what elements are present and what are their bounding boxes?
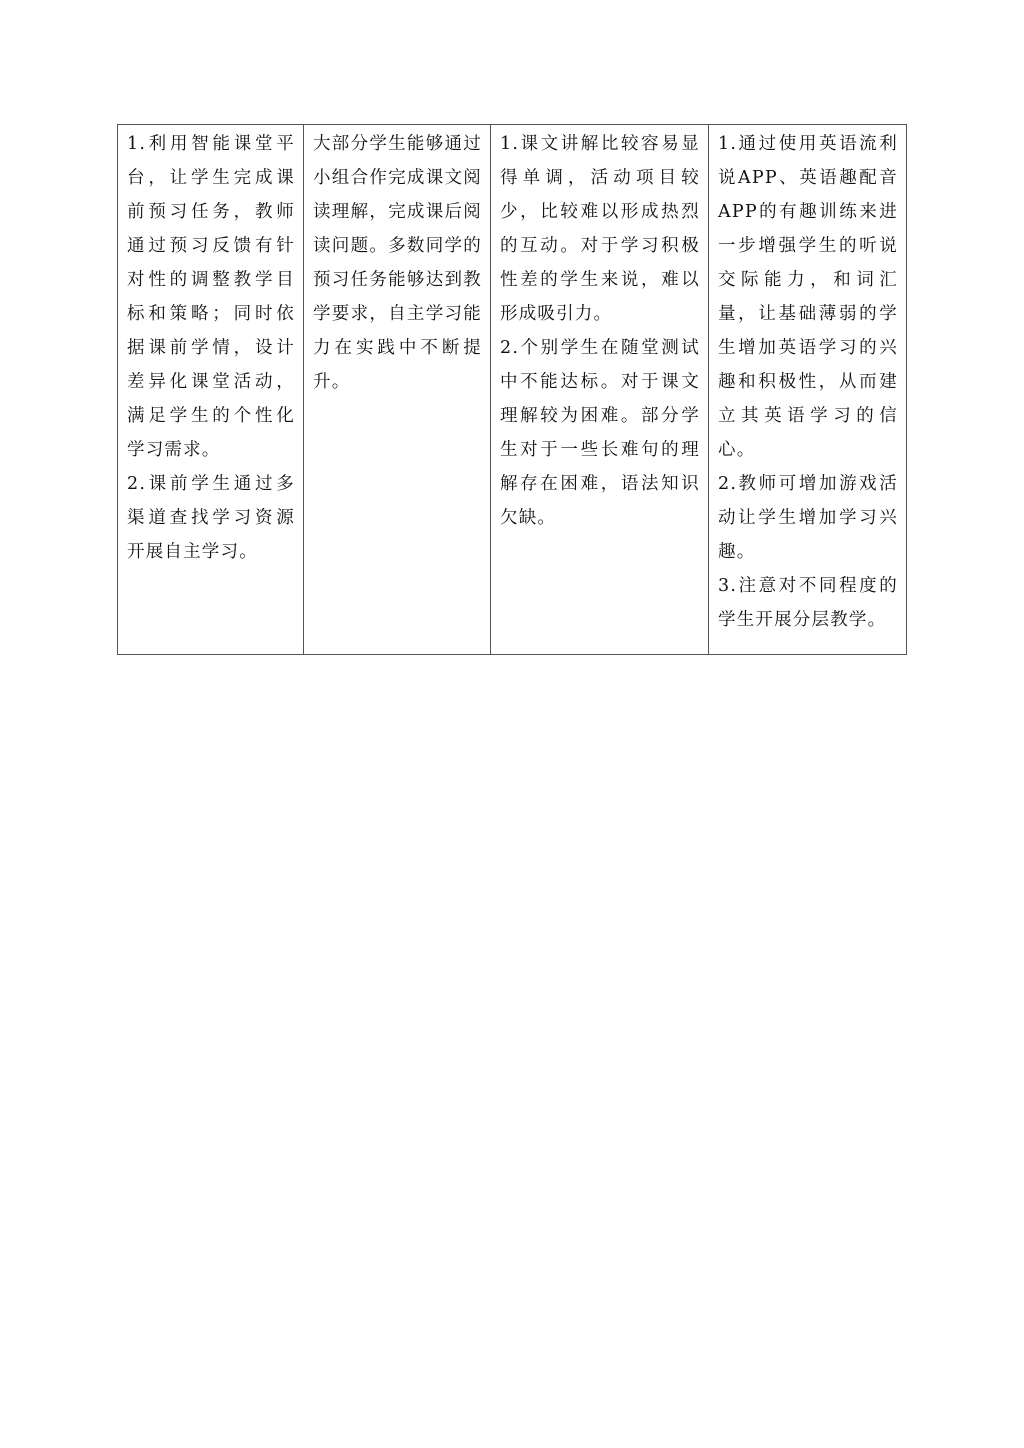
cell-paragraph: 2.个别学生在随堂测试中不能达标。对于课文理解较为困难。部分学生对于一些长难句的理解存在困难，语法知识欠缺。 (500, 338, 700, 528)
cell-paragraph: 1.利用智能课堂平台，让学生完成课前预习任务，教师通过预习反馈有针对性的调整教学目标和策略；同时依据课前学情，设计差异化课堂活动，满足学生的个性化学习需求。 (127, 134, 295, 460)
table-cell-effect (304, 125, 491, 655)
table-cell-problems (491, 125, 709, 655)
table-cell-implementation (118, 125, 304, 655)
table-cell-improvements (709, 125, 907, 655)
cell-paragraph: 大部分学生能够通过小组合作完成课文阅读理解，完成课后阅读问题。多数同学的预习任务能够达到教学要求，自主学习能力在实践中不断提升。 (313, 134, 482, 392)
cell-paragraph: 2.教师可增加游戏活动让学生增加学习兴趣。 (718, 474, 898, 562)
cell-paragraph: 3.注意对不同程度的学生开展分层教学。 (718, 576, 898, 630)
cell-paragraph: 2.课前学生通过多渠道查找学习资源开展自主学习。 (127, 474, 295, 562)
cell-paragraph: 1.课文讲解比较容易显得单调，活动项目较少，比较难以形成热烈的互动。对于学习积极性差的学生来说，难以形成吸引力。 (500, 134, 700, 324)
evaluation-table (117, 124, 907, 655)
cell-paragraph: 1.通过使用英语流利说APP、英语趣配音APP的有趣训练来进一步增强学生的听说交际能力，和词汇量，让基础薄弱的学生增加英语学习的兴趣和积极性，从而建立其英语学习的信心。 (718, 134, 898, 460)
table-row (118, 125, 907, 655)
